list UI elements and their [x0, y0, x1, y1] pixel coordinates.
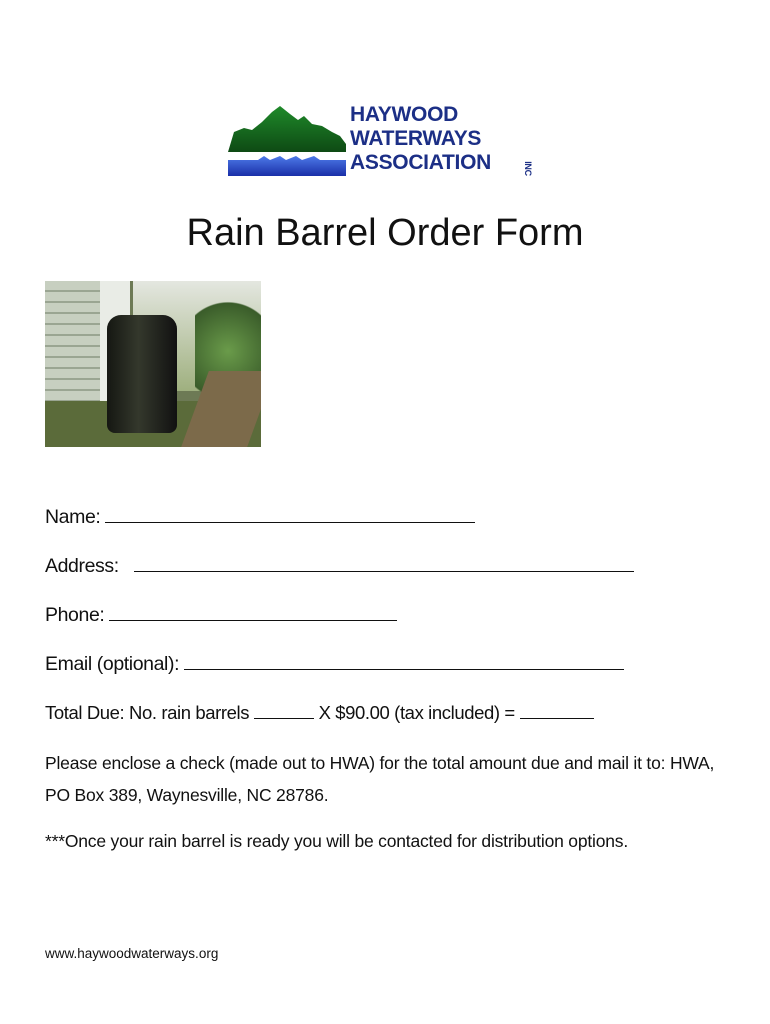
price-label: X $90.00 (tax included) = — [313, 702, 520, 723]
instructions-text: Please enclose a check (made out to HWA) for the total amount due and mail it to: HWA, PO Box 389, Waynesville, NC 28786. — [45, 753, 715, 805]
email-blank[interactable] — [184, 653, 624, 670]
email-field[interactable] — [45, 653, 624, 676]
address-blank[interactable] — [134, 555, 634, 572]
name-field[interactable] — [45, 506, 475, 529]
phone-field[interactable] — [45, 604, 397, 627]
logo-line-1: HAYWOOD — [350, 103, 458, 126]
phone-blank[interactable] — [109, 604, 397, 621]
mountain-water-icon — [228, 102, 348, 178]
quantity-blank[interactable] — [254, 702, 314, 719]
hwa-logo — [228, 102, 548, 178]
rain-barrel-photo — [45, 281, 261, 447]
logo-line-2: WATERWAYS — [350, 127, 482, 150]
phone-label: Phone: — [45, 604, 110, 626]
total-blank[interactable] — [520, 702, 594, 719]
page-title: Rain Barrel Order Form — [186, 212, 584, 254]
logo-line-3: ASSOCIATION — [350, 151, 491, 174]
address-field[interactable] — [45, 555, 634, 578]
total-due-field[interactable] — [45, 702, 594, 724]
website-link[interactable]: www.haywoodwaterways.org — [45, 946, 219, 961]
note-text: ***Once your rain barrel is ready you will be contacted for distribution options. — [45, 831, 628, 851]
name-blank[interactable] — [105, 506, 475, 523]
total-label: Total Due: No. rain barrels — [45, 702, 254, 723]
email-label: Email (optional): — [45, 653, 185, 675]
logo-inc: INC — [522, 161, 533, 176]
address-label: Address: — [45, 555, 124, 577]
name-label: Name: — [45, 506, 106, 528]
